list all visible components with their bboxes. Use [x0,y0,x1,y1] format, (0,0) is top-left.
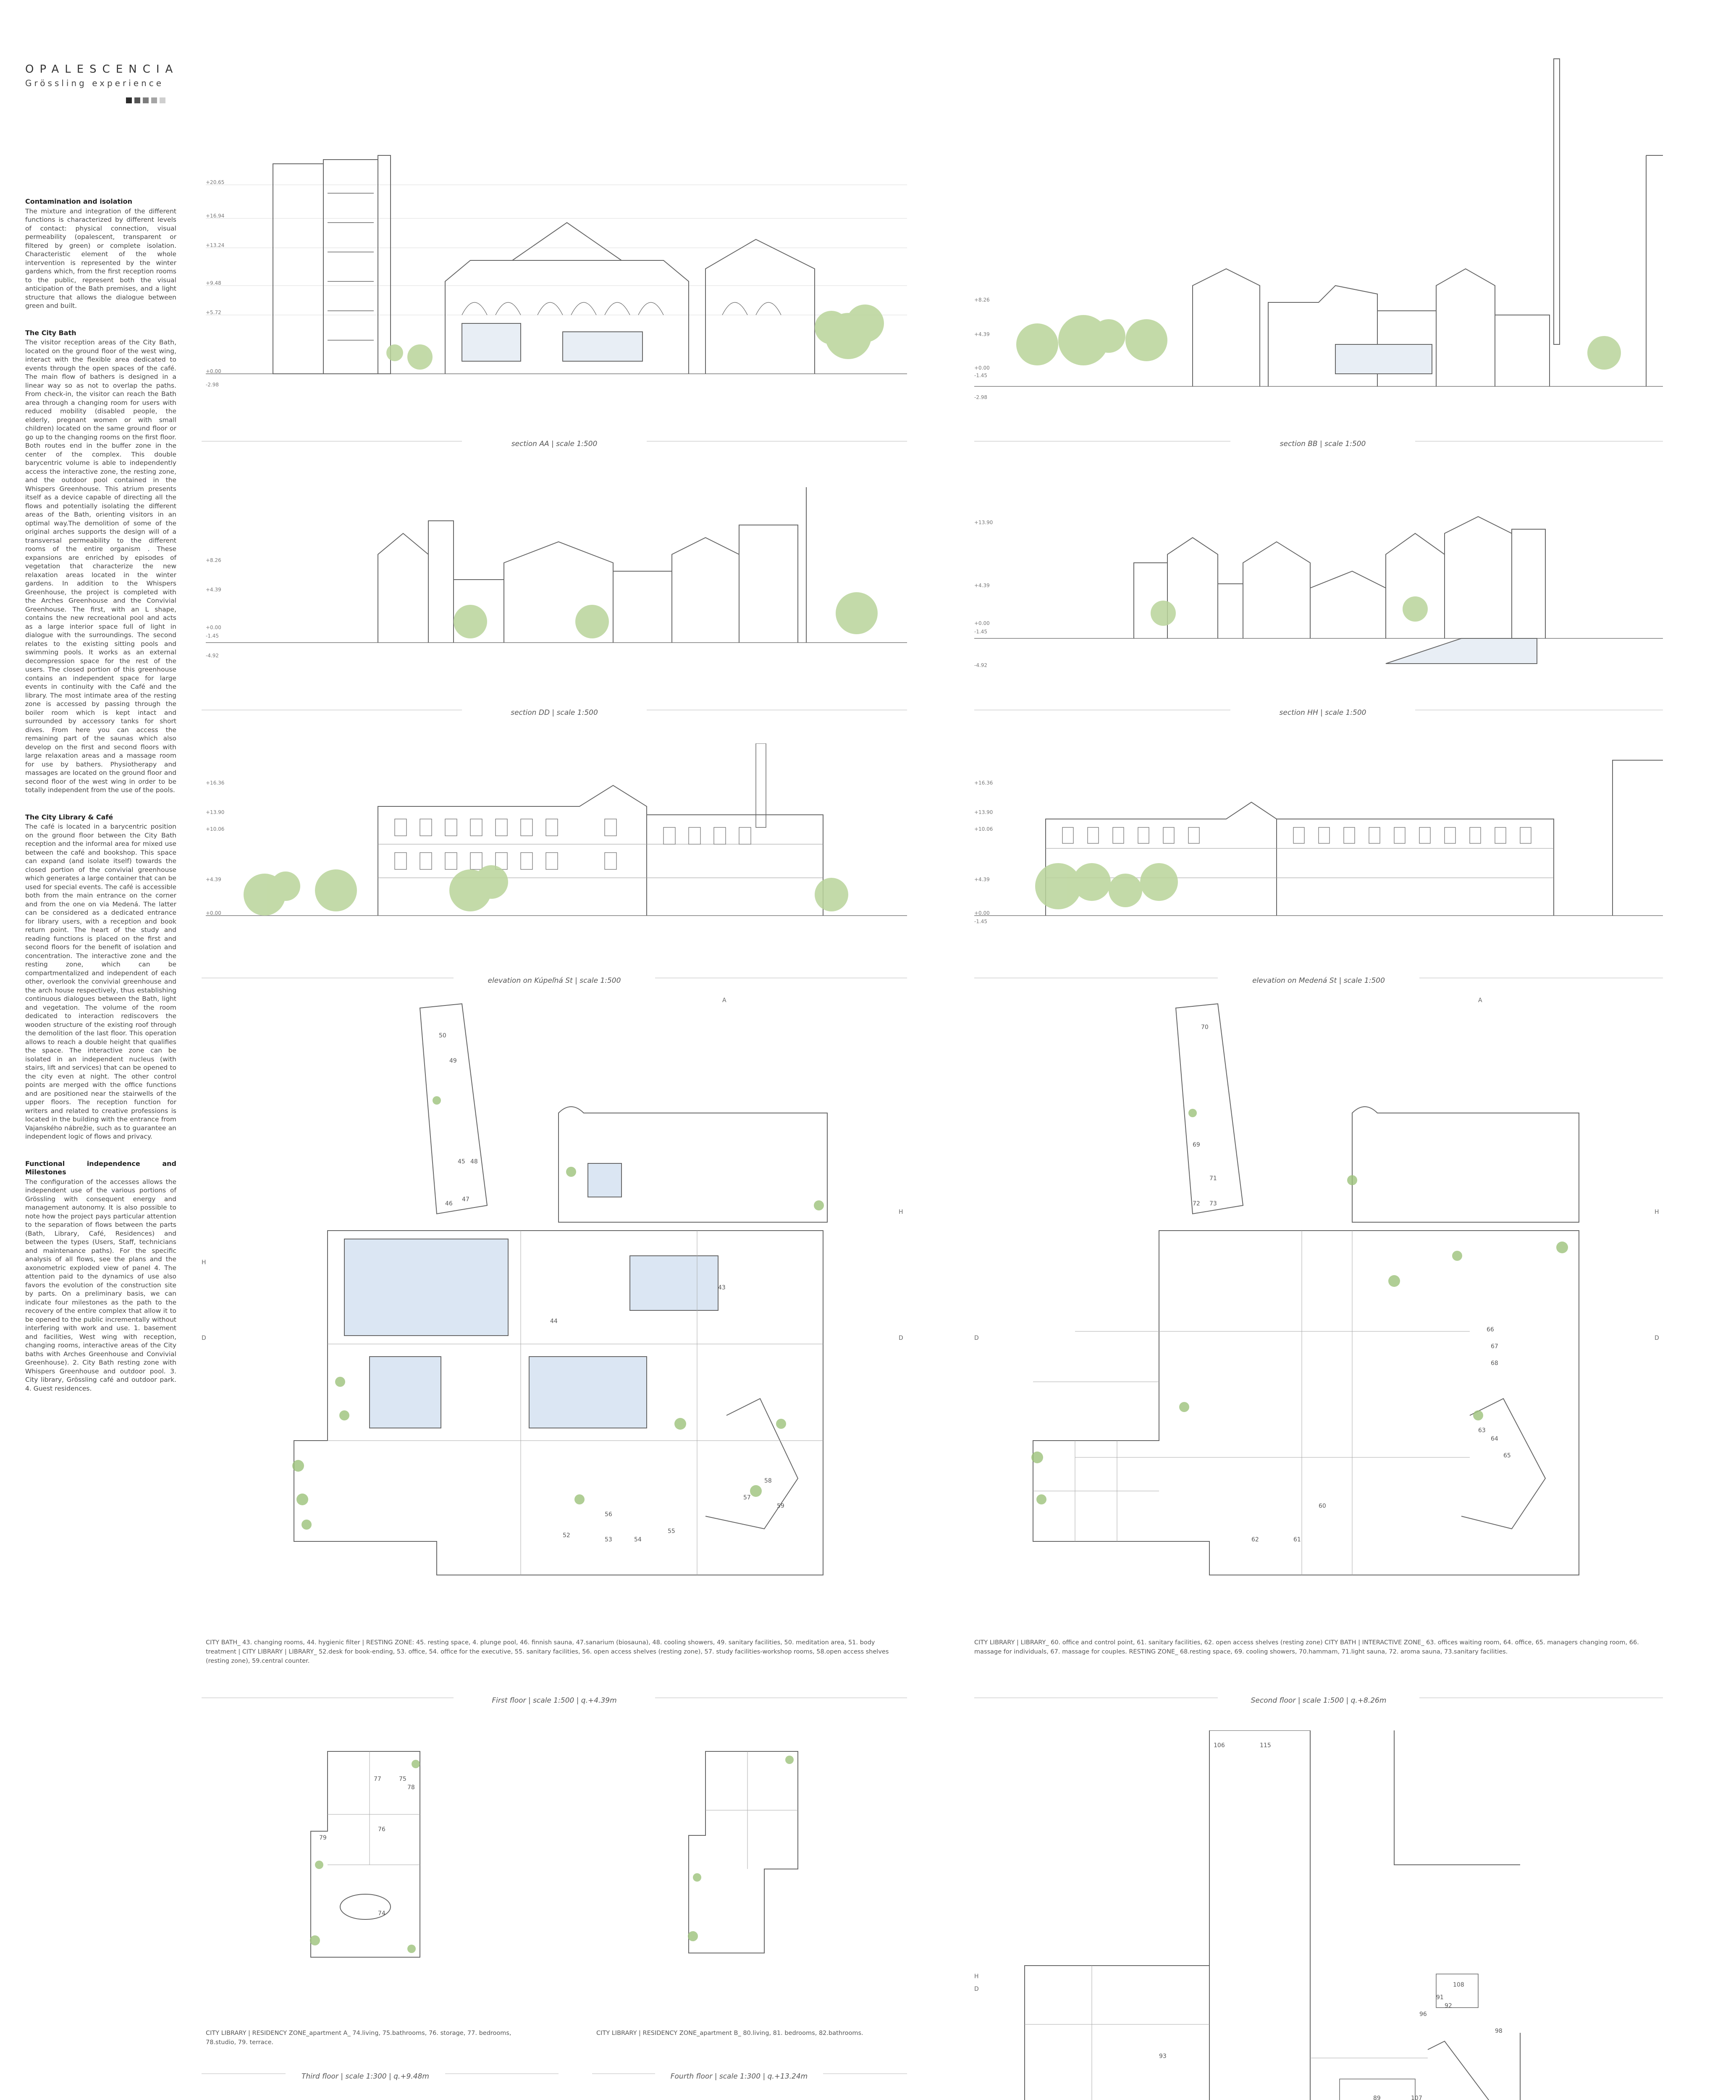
section-marker: D [974,1335,979,1341]
room-number: 92 [1445,2003,1452,2009]
section-marker: A [722,997,726,1004]
room-number: 78 [407,1784,415,1791]
section-body: The visitor reception areas of the City Bath, located on the ground floor of the west wing, interact with the flexible area dedicated to events through the open spaces of the café. The main flow of bathers is designed in a linear way so as not to overlap the paths. From check-in, the visitor can reach the Bath area through a changing room for users with reduced mobility (disabled people, the elderly, pregnant women or with small children) located on the same ground floor or go up to the changing rooms on the first floor. Both routes end in the buffer zone in the center of the complex. This double barycentric volume is able to independently access the interactive zone, the resting zone, and the outdoor pool contained in the Whispers Greenhouse. This atrium presents itself as a device capable of directing all the flows and potentially isolating the different areas of the Bath, orienting visitors in an optimal way.The demolition of some of the original arches supports the design will of a transversal permeability to the different rooms of the entire organism . These expansions are enriched by episodes of vegetation that characterize the new relaxation areas located in the winter gardens. In addition to the Whispers Greenhouse, the project is completed with the Arches Greenhouse and the Convivial Greenhouse. The first, with an L shape, contains the new recreational pool and acts as a large interior space full of light in dialogue with the surroundings. The second relates to the existing sitting pools and swimming pools. It works as an external decompression space for the rest of the users. The closed portion of this greenhouse contains an independent space for large events in continuity with the Café and the library. The most intimate area of the resting zone is accessed by passing through the boiler room which is kept intact and surrounded by accessory tanks for short dives. From here you can access the remaining part of the saunas which also develop on the first and second floors with large relaxation areas and a massage room for use by bathers. Physiotherapy and massages are located on the ground floor and second floor of the west wing in order to be totally independent from the use of the pools. [25,339,176,794]
room-number: 62 [1251,1536,1259,1543]
elev-mark: +16.94 [206,213,225,219]
room-number: 72 [1193,1200,1200,1207]
elev-mark: +0.00 [974,365,990,371]
room-number: 63 [1478,1427,1486,1434]
room-number: 58 [764,1478,772,1484]
elev-mark: +4.39 [206,877,221,882]
elevation-kupelna-drawing [202,743,907,949]
elev-mark: +5.72 [206,310,221,315]
room-number: 48 [470,1158,478,1165]
section-bb-drawing [974,50,1663,412]
caption-first-floor: First floor | scale 1:500 | q.+4.39m [454,1696,655,1705]
section-marker: H [1655,1209,1659,1215]
room-number: 66 [1487,1326,1494,1333]
elev-mark: +16.36 [206,780,225,786]
swatch [126,97,132,103]
legend-third-floor: CITY LIBRARY | RESIDENCY ZONE_apartment A_ 74.living, 75.bathrooms, 76. storage, 77. bedrooms, 78.studio, 79. terrace. [206,2030,511,2046]
color-swatches [126,97,165,103]
basement-plan [974,1730,1663,2100]
third-floor-plan [294,1739,454,1966]
section-body: The configuration of the accesses allows the independent use of the various portions of Grössling with consequent energy and management autonomy. It is also possible to note how the project pays particular attention to the separation of flows between the parts (Bath, Library, Café, Residences) and between the types (Users, Staff, technicians and maintenance paths). For the specific analysis of all flows, see the plans and the axonometric exploded view of panel 4. The attention paid to the dynamics of use also favors the evolution of the construction site by parts. On a preliminary basis, we can indicate four milestones as the path to the recovery of the entire complex that allow it to be opened to the public incrementally without interfering with work and use. 1. basement and facilities, West wing with reception, changing rooms, interactive areas of the City baths with Arches Greenhouse and Convivial Greenhouse). 2. City Bath resting zone with Whispers Greenhouse and outdoor pool. 3. City library, Grössling café and outdoor park. 4. Guest residences. [25,1178,176,1392]
room-number: 73 [1209,1200,1217,1207]
elev-mark: +16.36 [974,780,993,786]
room-number: 44 [550,1318,558,1325]
elev-mark: +13.90 [974,809,993,815]
room-number: 89 [1373,2095,1381,2100]
room-number: 57 [743,1494,751,1501]
elev-mark: +0.00 [974,910,990,916]
elev-mark: +13.24 [206,242,225,248]
swatch [143,97,149,103]
room-number: 106 [1214,1742,1225,1749]
elev-mark: -4.92 [206,653,219,659]
elev-mark: +0.00 [974,620,990,626]
elev-mark: +0.00 [206,625,221,630]
section-dd-drawing [202,479,907,664]
room-number: 76 [378,1826,385,1833]
elev-mark: -1.45 [974,629,988,635]
elev-mark: -1.45 [974,373,988,378]
elev-mark: +13.90 [974,520,993,525]
section-marker: D [974,1986,979,1992]
elev-mark: +10.06 [206,826,225,832]
legend-first-floor: CITY BATH_ 43. changing rooms, 44. hygienic filter | RESTING ZONE: 45. resting space, 4. plunge pool, 46. finnish sauna, 47.sanarium (biosauna), 48. cooling showers, 49. sanitary facilities, 50. meditation area, 51. body treatment | CITY LIBRARY | LIBRARY_ 52.desk for book-ending, 53. office, 54. office for the executive, 55. sanitary facilities, 56. open access shelves (resting zone), 57. study facilities-workshop rooms, 58.open access shelves (resting zone), 59.central counter. [206,1639,889,1664]
room-number: 91 [1436,1994,1444,2001]
caption-section-bb: section BB | scale 1:500 [1230,440,1415,448]
room-number: 71 [1209,1175,1217,1182]
page-title: OPALESCENCIA [25,63,179,76]
elev-mark: +8.26 [974,297,990,303]
room-number: 65 [1503,1452,1511,1459]
room-number: 54 [634,1536,642,1543]
elev-mark: +4.39 [974,331,990,337]
room-number: 56 [605,1511,612,1518]
room-number: 49 [449,1058,457,1064]
section-heading: The City Bath [25,328,76,337]
room-number: 79 [319,1835,327,1841]
room-number: 43 [718,1284,726,1291]
section-heading: Contamination and isolation [25,197,133,205]
room-number: 74 [378,1910,385,1917]
elev-mark: -4.92 [974,662,988,668]
elev-mark: +4.39 [974,583,990,588]
section-heading: The City Library & Café [25,813,113,821]
elev-mark: -1.45 [974,919,988,924]
room-number: 45 [458,1158,465,1165]
room-number: 77 [374,1776,381,1782]
elev-mark: +20.65 [206,179,225,185]
swatch [134,97,140,103]
room-number: 70 [1201,1024,1209,1031]
caption-third-floor: Third floor | scale 1:300 | q.+9.48m [286,2072,445,2081]
first-floor-plan [202,995,907,1625]
room-number: 67 [1491,1343,1498,1350]
room-number: 64 [1491,1436,1498,1442]
elevation-medena-drawing [974,743,1663,949]
room-number: 46 [445,1200,453,1207]
room-number: 68 [1491,1360,1498,1367]
room-number: 55 [668,1528,675,1535]
elev-mark: +4.39 [206,587,221,593]
caption-section-dd: section DD | scale 1:500 [462,709,647,717]
swatch [160,97,165,103]
section-marker: H [202,1259,206,1266]
elev-mark: +4.39 [974,877,990,882]
text-column [25,197,176,1411]
elev-mark: +10.06 [974,826,993,832]
section-heading: Functional independence and Milestones [25,1159,176,1176]
section-body: The mixture and integration of the different functions is characterized by different levels of contact: physical connection, visual permeability (opalescent, transparent or filtered by green) or complete isolation. Characteristic element of the whole intervention is represented by the winter gardens which, from the first reception rooms to the public, represent both the visual anticipation of the Bath premises, and a light structure that allows the dialogue between green and built. [25,207,176,310]
legend-second-floor: CITY LIBRARY | LIBRARY_ 60. office and control point, 61. sanitary facilities, 62. open access shelves (resting zone) CITY BATH | INTERACTIVE ZONE_ 63. offices waiting room, 64. office, 65. managers changing room, 66. massage for individuals, 67. massage for couples. RESTING ZONE_ 68.resting space, 69. cooling showers, 70.hammam, 71.light sauna, 72. aroma sauna, 73.sanitary facilities. [974,1639,1639,1655]
elev-mark: +8.26 [206,557,221,563]
elev-mark: +0.00 [206,910,221,916]
elev-mark: +9.48 [206,280,221,286]
room-number: 115 [1260,1742,1271,1749]
room-number: 96 [1419,2011,1427,2018]
caption-elev-kupelna: elevation on Kúpeľná St | scale 1:500 [454,976,655,985]
section-hh-drawing [974,487,1663,672]
room-number: 98 [1495,2028,1503,2034]
section-marker: A [1478,997,1482,1004]
room-number: 93 [1159,2053,1167,2060]
elev-mark: +13.90 [206,809,225,815]
caption-fourth-floor: Fourth floor | scale 1:300 | q.+13.24m [655,2072,823,2081]
legend-fourth-floor: CITY LIBRARY | RESIDENCY ZONE_apartment B_ 80.living, 81. bedrooms, 82.bathrooms. [596,2030,863,2037]
section-body: The café is located in a barycentric position on the ground floor between the City Bath reception and the informal area for mixed use between the café and bookshop. This space can expand (and isolate itself) towards the closed portion of the convivial greenhouse which generates a large container that can be used for special events. The café is accessible both from the main entrance on the corner and from the one on via Medená. The latter can be considered as a dedicated entrance for library users, with a reception and book return point. The heart of the study and reading functions is placed on the first and second floors for the benefit of isolation and concentration. The interactive zone and the resting zone, which can be compartmentalized and independent of each other, overlook the convivial greenhouse and the arch house respectively, thus establishing continuous dialogues between the Bath, light and vegetation. The volume of the room dedicated to interaction rediscovers the wooden structure of the existing roof through the demolition of the last floor. This operation allows to reach a double height that qualifies the space. The interactive zone can be isolated in an independent nucleus (with stairs, lift and services) that can be opened to the city even at night. The other control points are merged with the office functions and are positioned near the stairwells of the upper floors. The reception function for writers and related to creative professions is located in the building with the entrance from Vajanského nábrežie, such as to guarantee an independent logic of flows and privacy. [25,823,176,1140]
section-marker: D [1655,1335,1659,1341]
swatch [151,97,157,103]
caption-elev-medena: elevation on Medená St | scale 1:500 [1218,976,1419,985]
section-marker: H [974,1973,979,1980]
room-number: 47 [462,1196,469,1203]
room-number: 53 [605,1536,612,1543]
fourth-floor-plan [672,1743,831,1961]
room-number: 59 [777,1503,784,1509]
caption-section-hh: section HH | scale 1:500 [1230,709,1415,717]
elev-mark: -2.98 [974,394,988,400]
room-number: 108 [1453,1982,1464,1988]
caption-second-floor: Second floor | scale 1:500 | q.+8.26m [1218,1696,1419,1705]
second-floor-plan [974,995,1663,1625]
room-number: 61 [1293,1536,1301,1543]
page-subtitle: Grössling experience [25,78,164,88]
section-marker: D [899,1335,903,1341]
elev-mark: -1.45 [206,633,219,639]
room-number: 69 [1193,1142,1200,1148]
elev-mark: -2.98 [206,382,219,388]
elev-mark: +0.00 [206,368,221,374]
section-aa-drawing [202,63,907,412]
room-number: 75 [399,1776,406,1782]
caption-section-aa: section AA | scale 1:500 [462,440,647,448]
room-number: 50 [439,1032,446,1039]
room-number: 107 [1411,2095,1422,2100]
room-number: 52 [563,1532,570,1539]
section-marker: D [202,1335,206,1341]
section-marker: H [899,1209,903,1215]
room-number: 60 [1319,1503,1326,1509]
